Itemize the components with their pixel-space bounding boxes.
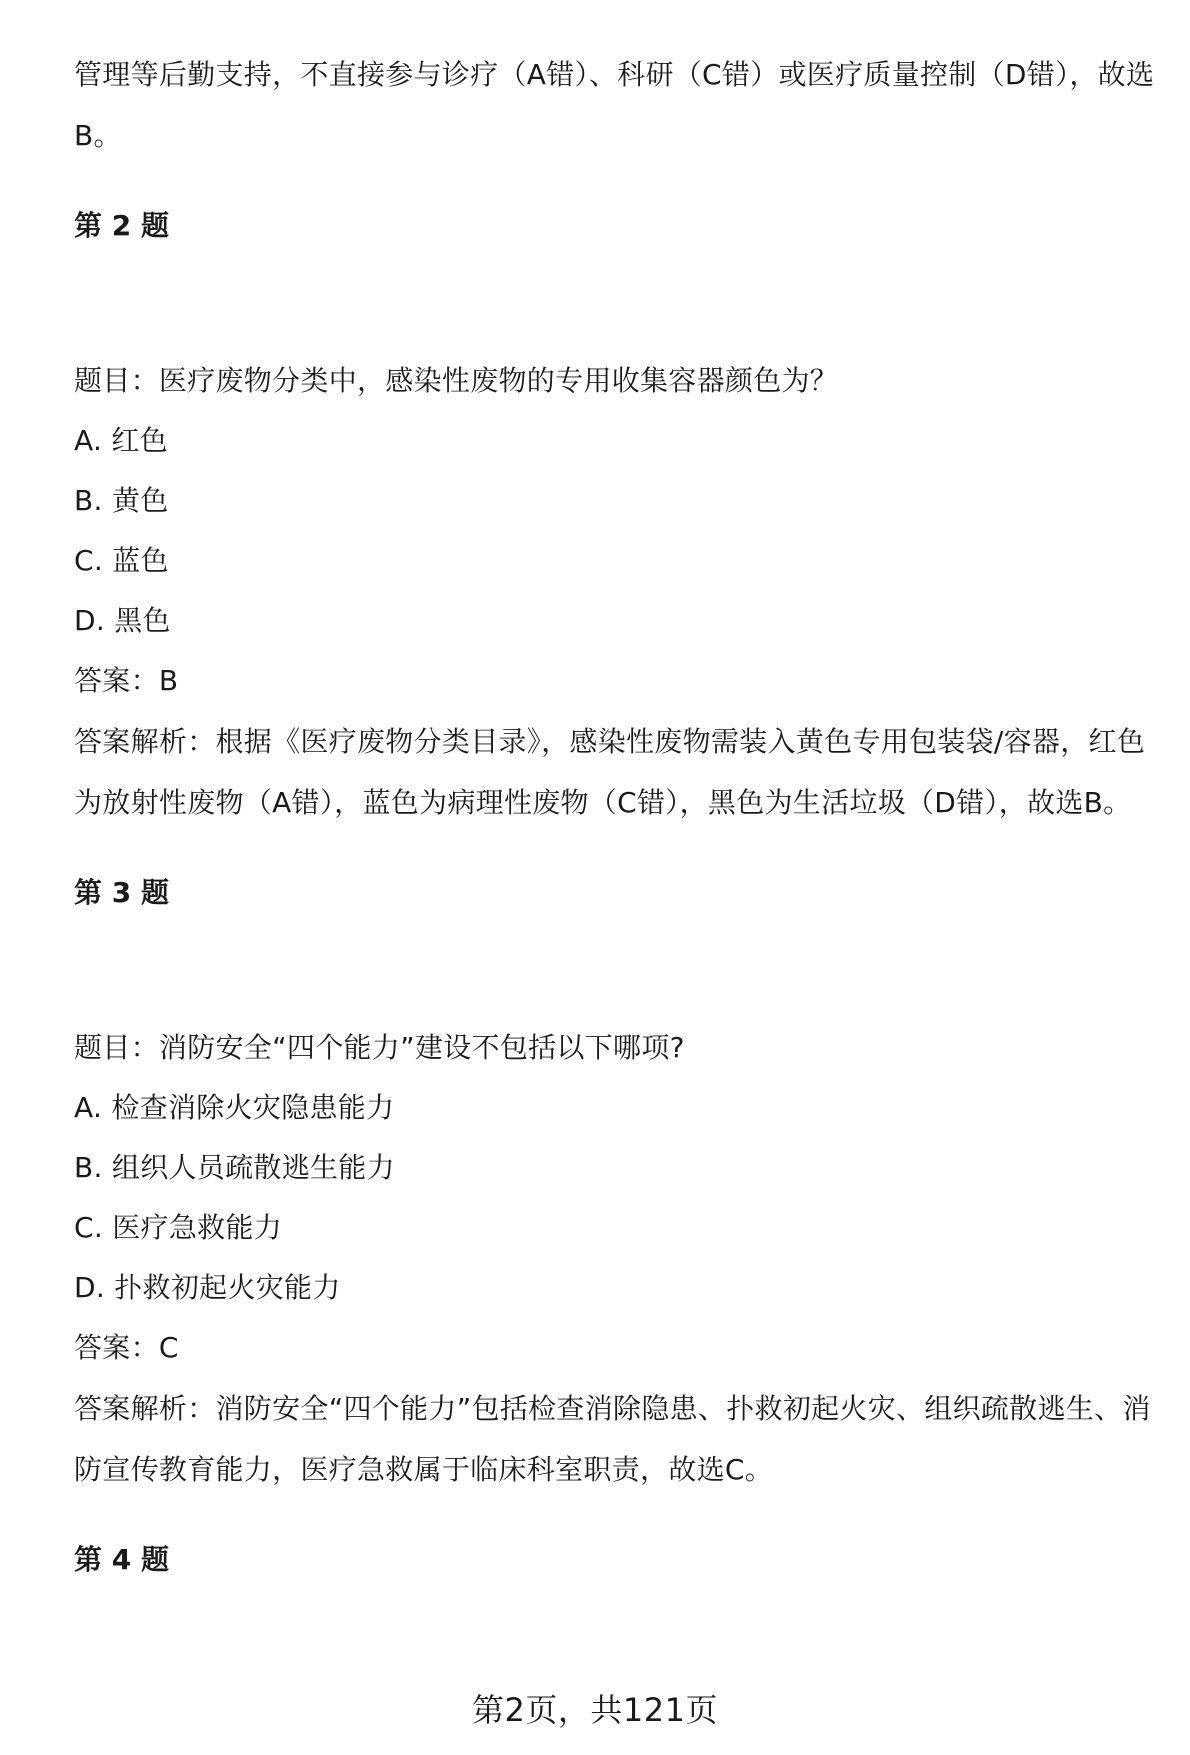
answer-3: 答案：C	[74, 1331, 179, 1364]
question-heading-3: 第 3 题	[74, 876, 169, 909]
explanation-2: 答案解析：根据《医疗废物分类目录》，感染性废物需装入黄色专用包装袋/容器，红色为放射性废物（A错），蓝色为病理性废物（C错），黑色为生活垃圾（D错），故选B。	[74, 725, 1146, 819]
option-3-a: A. 检查消除火灾隐患能力	[74, 1091, 395, 1124]
document-page	[74, 44, 1164, 1590]
option-2-b: B. 黄色	[74, 484, 169, 517]
explanation-3: 答案解析：消防安全“四个能力”包括检查消除隐患、扑救初起火灾、组织疏散逃生、消防宣传教育能力，医疗急救属于临床科室职责，故选C。	[74, 1392, 1151, 1486]
option-3-b: B. 组织人员疏散逃生能力	[74, 1151, 395, 1184]
page-footer: 第2页，共121页	[472, 1691, 718, 1729]
option-2-a: A. 红色	[74, 424, 168, 457]
option-2-d: D. 黑色	[74, 604, 171, 637]
option-2-c: C. 蓝色	[74, 544, 169, 577]
option-3-d: D. 扑救初起火灾能力	[74, 1271, 341, 1304]
explanation-continuation: 管理等后勤支持，不直接参与诊疗（A错）、科研（C错）或医疗质量控制（D错），故选B。	[74, 58, 1155, 152]
question-text-2: 题目：医疗废物分类中，感染性废物的专用收集容器颜色为？	[74, 364, 839, 397]
question-heading-2: 第 2 题	[74, 209, 169, 242]
question-text-3: 题目：消防安全“四个能力”建设不包括以下哪项?	[74, 1031, 685, 1064]
question-heading-4: 第 4 题	[74, 1543, 169, 1576]
answer-2: 答案：B	[74, 664, 179, 697]
option-3-c: C. 医疗急救能力	[74, 1211, 283, 1244]
